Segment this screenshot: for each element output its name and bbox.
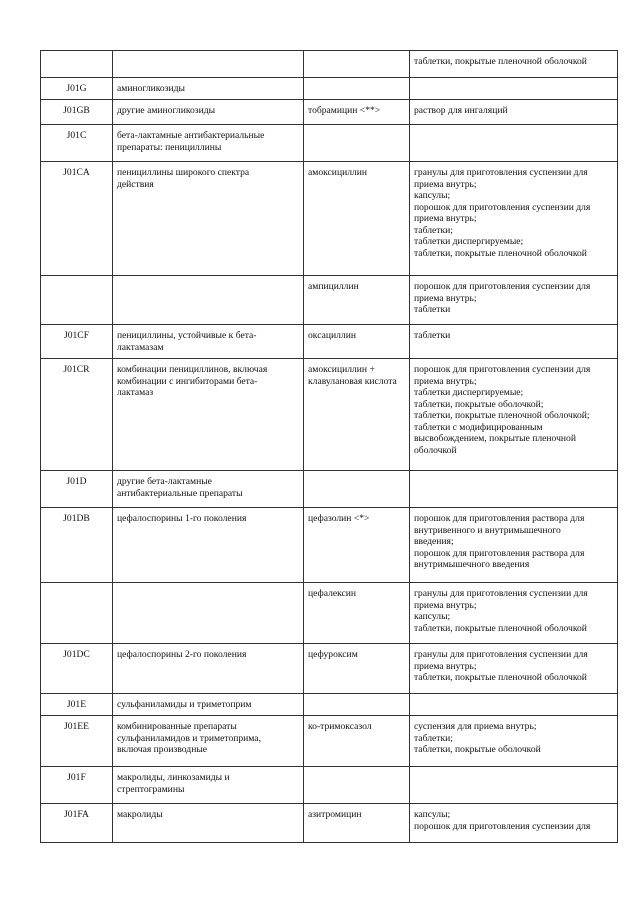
dosage-forms-cell: [410, 767, 618, 804]
drug-name-cell: оксациллин: [304, 325, 410, 359]
table-row: [41, 276, 618, 325]
drug-name-cell: амоксициллин + клавулановая кислота: [304, 359, 410, 471]
drug-name-cell: амоксициллин: [304, 162, 410, 276]
dosage-forms-cell: [410, 78, 618, 100]
atc-group-cell: пенициллины широкого спектра действия: [113, 162, 304, 276]
dosage-forms-cell: суспензия для приема внутрь; таблетки; таблетки, покрытые оболочкой: [410, 716, 618, 767]
dosage-forms-cell: раствор для ингаляций: [410, 100, 618, 125]
dosage-forms-cell: капсулы; порошок для приготовления суспензии для: [410, 804, 618, 843]
atc-code-cell: J01DC: [41, 644, 113, 694]
dosage-forms-cell: [410, 471, 618, 508]
atc-code-cell: J01E: [41, 694, 113, 716]
table-row: [41, 359, 618, 471]
atc-group-cell: цефалоспорины 1-го поколения: [113, 508, 304, 583]
atc-code-cell: J01F: [41, 767, 113, 804]
atc-group-cell: аминогликозиды: [113, 78, 304, 100]
dosage-forms-cell: таблетки: [410, 325, 618, 359]
dosage-forms-cell: гранулы для приготовления суспензии для приема внутрь; капсулы; таблетки, покрытые пленочной оболочкой: [410, 583, 618, 644]
atc-code-cell: J01C: [41, 125, 113, 162]
table-row: [41, 125, 618, 162]
dosage-forms-cell: порошок для приготовления суспензии для приема внутрь; таблетки: [410, 276, 618, 325]
drug-name-cell: ампициллин: [304, 276, 410, 325]
table-row: [41, 508, 618, 583]
atc-group-cell: комбинированные препараты сульфаниламидов и триметоприма, включая производные: [113, 716, 304, 767]
table-row: [41, 78, 618, 100]
drug-name-cell: [304, 767, 410, 804]
drug-name-cell: азитромицин: [304, 804, 410, 843]
atc-code-cell: J01GB: [41, 100, 113, 125]
dosage-forms-cell: гранулы для приготовления суспензии для приема внутрь; капсулы; порошок для приготовления суспензии для приема внутрь; таблетки; таблетки диспергируемые; таблетки, покрытые пленочной оболочкой: [410, 162, 618, 276]
drug-name-cell: цефуроксим: [304, 644, 410, 694]
table-row: [41, 325, 618, 359]
atc-code-cell: [41, 276, 113, 325]
medication-table: [40, 50, 618, 843]
atc-group-cell: бета-лактамные антибактериальные препараты: пенициллины: [113, 125, 304, 162]
drug-name-cell: [304, 78, 410, 100]
table-row: [41, 804, 618, 843]
table-row: [41, 716, 618, 767]
atc-code-cell: J01G: [41, 78, 113, 100]
table-row: [41, 162, 618, 276]
table-row: [41, 583, 618, 644]
drug-name-cell: цефалексин: [304, 583, 410, 644]
atc-group-cell: другие аминогликозиды: [113, 100, 304, 125]
atc-group-cell: комбинации пенициллинов, включая комбинации с ингибиторами бета- лактамаз: [113, 359, 304, 471]
dosage-forms-cell: порошок для приготовления раствора для внутривенного и внутримышечного введения; порошок для приготовления раствора для внутримышечного введения: [410, 508, 618, 583]
atc-group-cell: макролиды, линкозамиды и стрептограмины: [113, 767, 304, 804]
atc-group-cell: макролиды: [113, 804, 304, 843]
table-row: [41, 767, 618, 804]
atc-code-cell: [41, 583, 113, 644]
dosage-forms-cell: порошок для приготовления суспензии для приема внутрь; таблетки диспергируемые; таблетки, покрытые оболочкой; таблетки, покрытые пленочной оболочкой; таблетки с модифицированным высвобождением, покрытые пленочной оболочкой: [410, 359, 618, 471]
table-row: [41, 471, 618, 508]
atc-group-cell: [113, 276, 304, 325]
atc-code-cell: J01CF: [41, 325, 113, 359]
table-row: [41, 100, 618, 125]
atc-group-cell: [113, 51, 304, 78]
table-row: [41, 694, 618, 716]
dosage-forms-cell: таблетки, покрытые пленочной оболочкой: [410, 51, 618, 78]
drug-name-cell: тобрамицин <**>: [304, 100, 410, 125]
dosage-forms-cell: [410, 125, 618, 162]
atc-code-cell: J01FA: [41, 804, 113, 843]
table-row: [41, 51, 618, 78]
atc-code-cell: J01D: [41, 471, 113, 508]
drug-name-cell: ко-тримоксазол: [304, 716, 410, 767]
atc-group-cell: [113, 583, 304, 644]
atc-group-cell: цефалоспорины 2-го поколения: [113, 644, 304, 694]
drug-name-cell: [304, 51, 410, 78]
drug-name-cell: [304, 694, 410, 716]
dosage-forms-cell: [410, 694, 618, 716]
drug-name-cell: [304, 471, 410, 508]
atc-code-cell: J01CA: [41, 162, 113, 276]
drug-name-cell: [304, 125, 410, 162]
atc-code-cell: J01DB: [41, 508, 113, 583]
atc-code-cell: [41, 51, 113, 78]
table-row: [41, 644, 618, 694]
atc-group-cell: другие бета-лактамные антибактериальные препараты: [113, 471, 304, 508]
dosage-forms-cell: гранулы для приготовления суспензии для приема внутрь; таблетки, покрытые пленочной оболочкой: [410, 644, 618, 694]
drug-name-cell: цефазолин <*>: [304, 508, 410, 583]
atc-code-cell: J01EE: [41, 716, 113, 767]
atc-group-cell: сульфаниламиды и триметоприм: [113, 694, 304, 716]
atc-group-cell: пенициллины, устойчивые к бета- лактамазам: [113, 325, 304, 359]
atc-code-cell: J01CR: [41, 359, 113, 471]
